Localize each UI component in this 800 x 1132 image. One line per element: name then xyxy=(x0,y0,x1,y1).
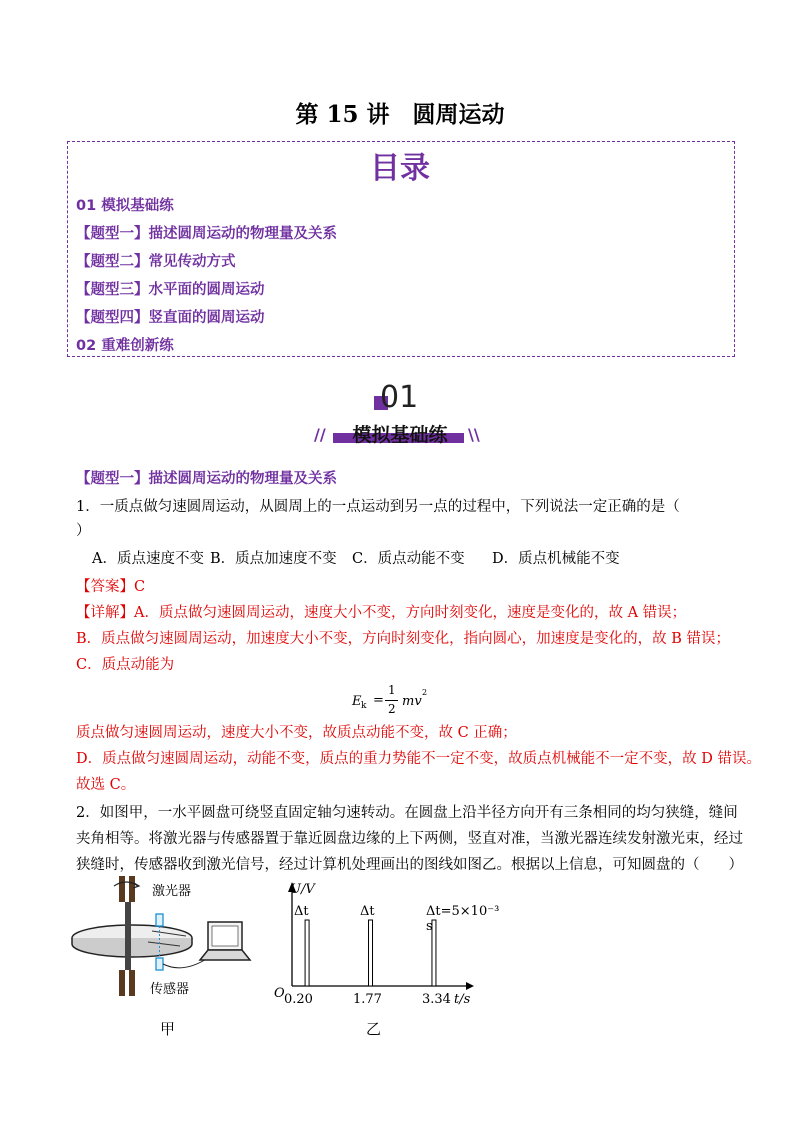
q1-detail-a xyxy=(76,603,686,623)
pulse-bar-1 xyxy=(305,920,309,986)
toc-item-advanced[interactable]: 02 重难创新练 xyxy=(76,338,174,354)
formula-rhs: mv xyxy=(402,694,422,709)
toc-heading: 目录 xyxy=(370,151,430,186)
q2-line-2: 夹角相等。将激光器与传感器置于靠近圆盘边缘的上下两侧，竖直对准，当激光器连续发射激光束，经过 xyxy=(76,831,743,847)
q1-detail-c2: 质点做匀速圆周运动，速度大小不变，故质点动能不变，故 C 正确； xyxy=(76,725,517,741)
figure-caption-jia: 甲 xyxy=(160,1020,176,1038)
y-axis-label: U/V xyxy=(290,882,315,897)
section-banner-title: 模拟基础练 xyxy=(352,424,448,446)
origin-label: O xyxy=(274,986,285,1001)
tick-label-2: 1.77 xyxy=(353,992,382,1007)
banner-deco-left: // xyxy=(314,425,326,444)
x-axis-label: t/s xyxy=(454,992,471,1007)
toc-item-type2[interactable]: 【题型二】常见传动方式 xyxy=(76,254,236,270)
formula-sup: 2 xyxy=(422,688,428,697)
detail-text: A．质点做匀速圆周运动，速度大小不变，方向时刻变化，速度是变化的，故 A 错误； xyxy=(134,605,687,621)
formula-num: 1 xyxy=(388,683,396,697)
tick-label-1: 0.20 xyxy=(284,992,313,1007)
q1-detail-b: B．质点做匀速圆周运动，加速度大小不变，方向时刻变化，指向圆心，加速度是变化的，故 B 错误； xyxy=(76,631,731,647)
q1-option-d: D．质点机械能不变 xyxy=(492,551,620,567)
q1-stem-end: ） xyxy=(76,523,91,539)
fraction-bar xyxy=(385,700,398,701)
pulse-label-2: Δt xyxy=(360,904,375,919)
x-axis-arrow xyxy=(466,982,474,990)
pulse-label-1: Δt xyxy=(294,904,309,919)
toc-item-type3[interactable]: 【题型三】水平面的圆周运动 xyxy=(76,282,265,298)
banner-deco-right: \\ xyxy=(468,425,480,444)
q1-conclusion: 故选 C。 xyxy=(76,777,136,793)
q1-answer xyxy=(76,577,145,597)
pulse-chart xyxy=(268,878,480,1010)
sensor-label: 传感器 xyxy=(150,982,190,997)
toc-item-basic[interactable]: 01 模拟基础练 xyxy=(76,198,174,214)
kinetic-energy-formula xyxy=(352,682,462,722)
figure-caption-yi: 乙 xyxy=(366,1020,382,1038)
pulse-bar-2 xyxy=(369,920,373,986)
q1-detail-c: C．质点动能为 xyxy=(76,657,175,673)
q2-line-1: 2．如图甲，一水平圆盘可绕竖直固定轴匀速转动。在圆盘上沿半径方向开有三条相同的均匀狭缝，缝间 xyxy=(76,805,738,821)
q1-option-c: C．质点动能不变 xyxy=(352,551,465,567)
toc-item-type4[interactable]: 【题型四】竖直面的圆周运动 xyxy=(76,310,265,326)
formula-lhs: E xyxy=(352,694,362,709)
formula-den: 2 xyxy=(388,702,396,716)
topic-heading: 【题型一】描述圆周运动的物理量及关系 xyxy=(76,471,337,487)
formula-sub: k xyxy=(361,701,367,711)
answer-value: C xyxy=(134,579,146,595)
formula-eq: = xyxy=(373,693,384,708)
section-number: 01 xyxy=(380,380,419,415)
tick-label-3: 3.34 xyxy=(422,992,451,1007)
laser-label: 激光器 xyxy=(152,884,192,899)
figure-pulse-chart xyxy=(268,878,500,1010)
figure-apparatus xyxy=(70,876,270,1006)
q2-line-3: 狭缝时，传感器收到激光信号，经过计算机处理画出的图线如图乙。根据以上信息，可知圆盘的（ ） xyxy=(76,857,743,873)
pulse-label-3: Δt=5×10⁻³ s xyxy=(426,904,500,934)
answer-label: 【答案】 xyxy=(76,579,134,595)
q1-option-b: B．质点加速度不变 xyxy=(210,551,337,567)
q1-stem: 1．一质点做匀速圆周运动，从圆周上的一点运动到另一点的过程中，下列说法一定正确的是（ xyxy=(76,499,680,515)
q1-option-a: A．质点速度不变 xyxy=(92,551,204,567)
page-title: 第 15 讲 圆周运动 xyxy=(295,101,505,128)
detail-label: 【详解】 xyxy=(76,605,134,621)
toc-item-type1[interactable]: 【题型一】描述圆周运动的物理量及关系 xyxy=(76,226,337,242)
q1-detail-d: D．质点做匀速圆周运动，动能不变，质点的重力势能不一定不变，故质点机械能不一定不变，故 D 错误。 xyxy=(76,751,761,767)
